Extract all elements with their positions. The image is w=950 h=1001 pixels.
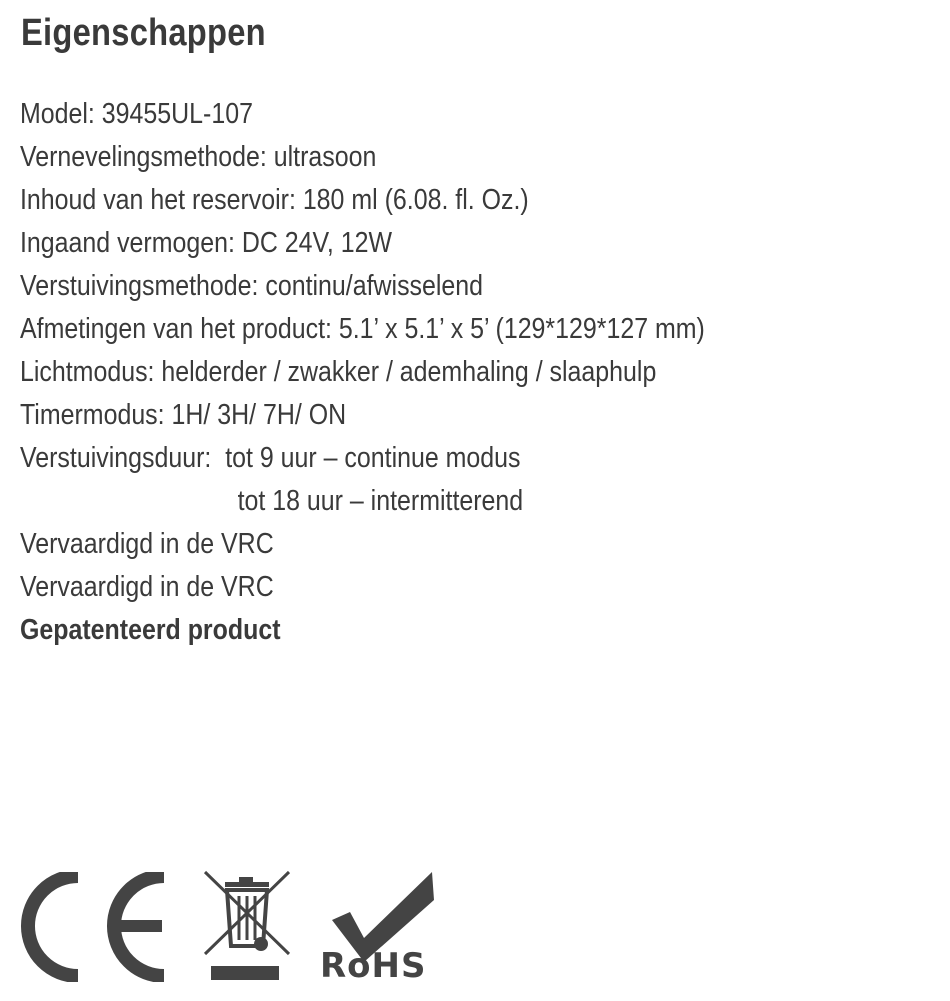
spec-patented: Gepatenteerd product [20, 614, 281, 646]
page-title: Eigenschappen [21, 12, 266, 54]
rohs-label: RoHS [320, 946, 427, 986]
spray-duration-continuous: tot 9 uur – continue modus [225, 442, 521, 474]
specifications-list [20, 93, 950, 652]
spec-timer-mode: Timermodus: 1H/ 3H/ 7H/ ON [20, 399, 347, 431]
spec-spray-duration-intermittent [20, 480, 820, 523]
ce-mark-icon [20, 872, 170, 982]
spec-spray-duration [20, 437, 820, 480]
spec-nebulization-method: Vernevelingsmethode: ultrasoon [20, 141, 377, 173]
spec-dimensions: Afmetingen van het product: 5.1’ x 5.1’ x 5’ (129*129*127 mm) [20, 313, 705, 345]
spray-duration-intermittent: tot 18 uur – intermitterend [237, 485, 524, 517]
crossed-out-wheelie-bin-icon [203, 870, 293, 982]
spec-spray-method: Verstuivingsmethode: continu/afwisselend [20, 270, 484, 302]
spec-reservoir-capacity: Inhoud van het reservoir: 180 ml (6.08. fl. Oz.) [20, 184, 529, 216]
certification-logos [20, 866, 460, 986]
spray-duration-label: Verstuivingsduur: [20, 442, 212, 474]
spec-made-in-repeat: Vervaardigd in de VRC [20, 571, 274, 603]
spec-model: Model: 39455UL-107 [20, 98, 253, 130]
spec-light-mode: Lichtmodus: helderder / zwakker / ademhaling / slaaphulp [20, 356, 657, 388]
spec-made-in: Vervaardigd in de VRC [20, 528, 274, 560]
spec-input-power: Ingaand vermogen: DC 24V, 12W [20, 227, 393, 259]
